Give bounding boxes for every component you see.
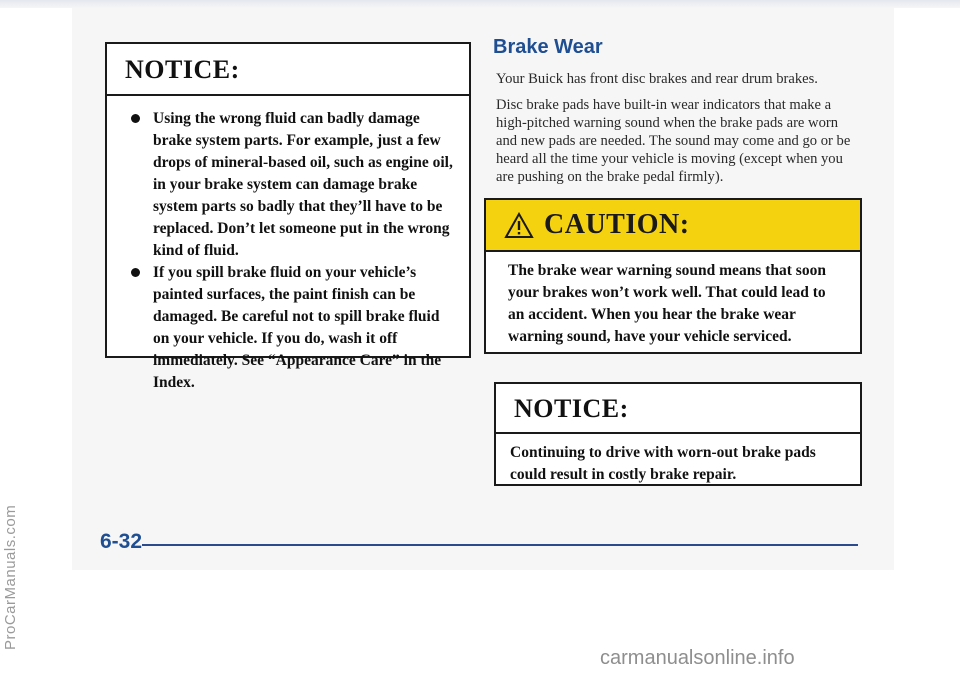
caution-header xyxy=(486,200,860,252)
notice-bullet-text: Using the wrong fluid can badly damage brake system parts. For example, just a few drops of mineral-based oil, such as engine oil, in your brake system can damage brake system parts so badly that they’ll have to be replaced. Don’t let someone put in the wrong kind of fluid. xyxy=(153,110,453,259)
notice-bullet-item xyxy=(131,262,455,394)
bullet-dot-icon xyxy=(131,114,140,123)
top-rule xyxy=(0,0,960,8)
notice-heading: NOTICE: xyxy=(107,44,469,96)
bullet-dot-icon xyxy=(131,268,140,277)
notice-bullet-list xyxy=(107,96,469,394)
notice-box-brake-pads xyxy=(494,382,862,486)
notice-heading: NOTICE: xyxy=(496,384,860,434)
notice-box-fluid xyxy=(105,42,471,391)
body-paragraph: Disc brake pads have built-in wear indicators that make a high-pitched warning sound when the brake pads are worn and new pads are needed. The sound may come and go or be heard all the time your vehicle is moving (except when you are pushing on the brake pedal firmly). xyxy=(496,97,851,185)
side-watermark: ProCarManuals.com xyxy=(2,504,19,650)
caution-heading: CAUTION: xyxy=(544,209,690,240)
page-number: 6-32 xyxy=(100,530,143,553)
footer-rule xyxy=(142,544,858,546)
notice-bullet-text: If you spill brake fluid on your vehicle’s painted surfaces, the paint finish can be damaged. Be careful not to spill brake fluid on your vehicle. If you do, wash it off immediately. See “Appearance Care” in the Index. xyxy=(153,264,442,391)
notice-text: Continuing to drive with worn-out brake pads could result in costly brake repair. xyxy=(510,444,816,483)
notice-bullet-item xyxy=(131,108,455,262)
footer-watermark: carmanualsonline.info xyxy=(600,647,795,669)
caution-text: The brake wear warning sound means that soon your brakes won’t work well. That could lead to an accident. When you hear the brake wear warning sound, have your vehicle serviced. xyxy=(508,262,826,345)
body-paragraph: Your Buick has front disc brakes and rear drum brakes. xyxy=(496,71,818,87)
section-title: Brake Wear xyxy=(493,36,603,58)
caution-box xyxy=(484,198,862,354)
warning-triangle-icon xyxy=(504,212,534,239)
